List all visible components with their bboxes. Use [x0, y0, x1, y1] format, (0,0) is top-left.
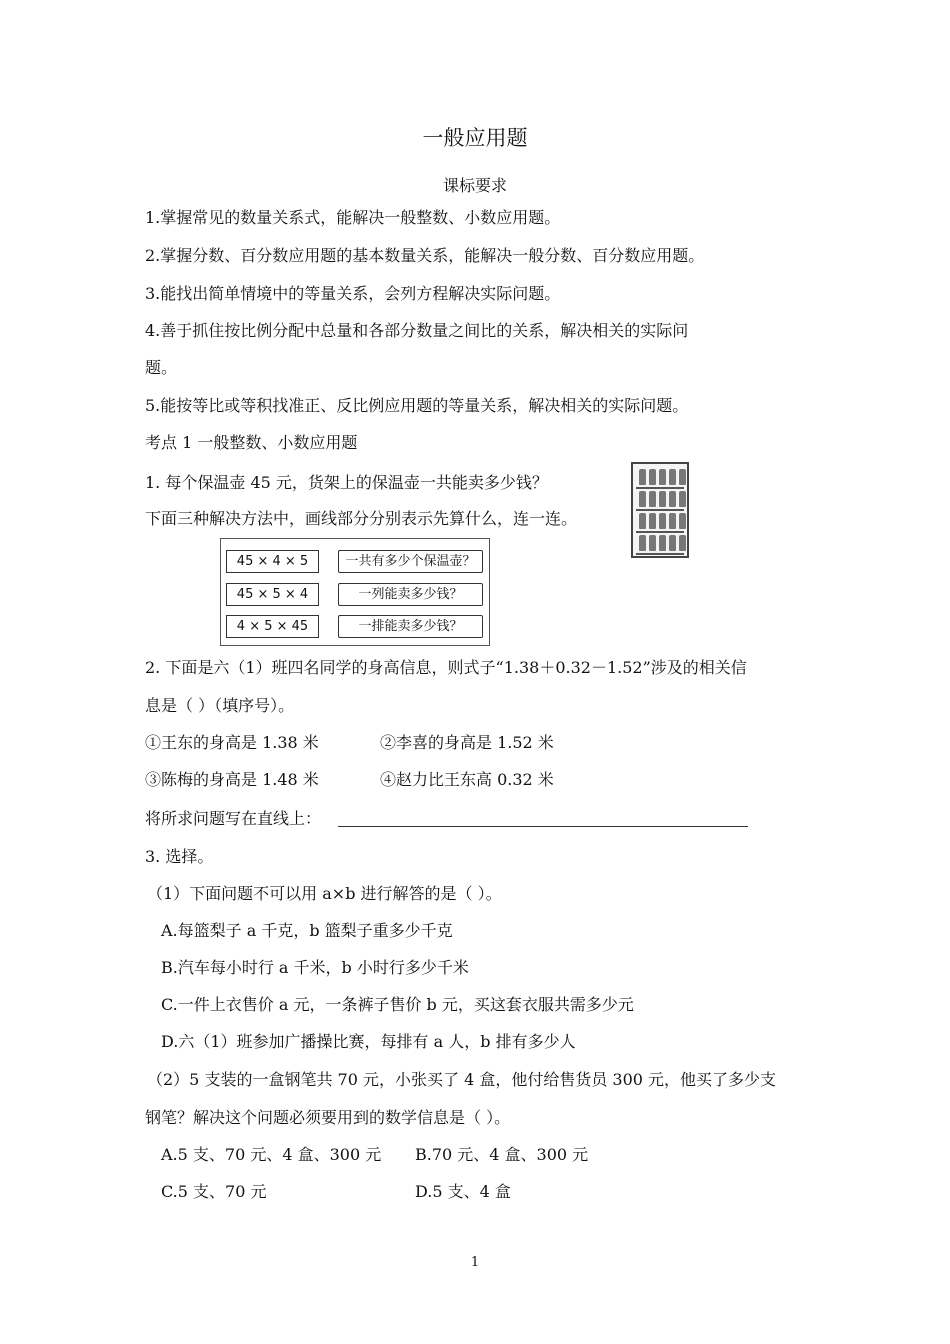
requirement-1: 1.掌握常见的数量关系式，能解决一般整数、小数应用题。 [145, 208, 561, 227]
q3-sub1-option-c[interactable]: C.一件上衣售价 a 元，一条裤子售价 b 元，买这套衣服共需多少元 [161, 995, 634, 1014]
q3-sub1-option-d[interactable]: D.六（1）班参加广播操比赛，每排有 a 人，b 排有多少人 [161, 1032, 576, 1051]
requirement-2: 2.掌握分数、百分数应用题的基本数量关系，能解决一般分数、百分数应用题。 [145, 246, 705, 265]
q3-sub2-option-b[interactable]: B.70 元、4 盒、300 元 [415, 1145, 589, 1164]
q2-option-3: ③陈梅的身高是 1.48 米 [145, 770, 319, 789]
q3-sub2-option-c[interactable]: C.5 支、70 元 [161, 1182, 267, 1201]
q3-sub2-option-d[interactable]: D.5 支、4 盒 [415, 1182, 511, 1201]
q3-sub2-option-a[interactable]: A.5 支、70 元、4 盒、300 元 [161, 1145, 382, 1164]
meaning-box-3[interactable]: 一排能卖多少钱？ [338, 615, 483, 638]
meaning-box-2[interactable]: 一列能卖多少钱？ [338, 583, 483, 606]
answer-line[interactable] [338, 826, 748, 827]
expression-box-1[interactable]: 45 × 4 × 5 [226, 550, 319, 573]
thermos-shelf-illustration [631, 462, 689, 558]
requirement-4-cont: 题。 [145, 358, 178, 377]
q2-write-prompt: 将所求问题写在直线上： [145, 809, 322, 828]
requirement-4: 4.善于抓住按比例分配中总量和各部分数量之间比的关系，解决相关的实际问 [145, 321, 689, 340]
page-title: 一般应用题 [422, 126, 528, 150]
q2-line1: 2. 下面是六（1）班四名同学的身高信息，则式子“1.38＋0.32－1.52”涉及的相关信 [145, 658, 747, 677]
q3-heading: 3. 选择。 [145, 847, 214, 866]
q2-option-1: ①王东的身高是 1.38 米 [145, 733, 319, 752]
matching-exercise [220, 538, 490, 646]
expression-box-2[interactable]: 45 × 5 × 4 [226, 583, 319, 606]
expression-box-3[interactable]: 4 × 5 × 45 [226, 615, 319, 638]
requirement-5: 5.能按等比或等积找准正、反比例应用题的等量关系，解决相关的实际问题。 [145, 396, 689, 415]
section-subtitle: 课标要求 [442, 176, 507, 195]
q2-line2: 息是（ ）（填序号）。 [145, 696, 295, 715]
q2-option-4: ④赵力比王东高 0.32 米 [380, 770, 554, 789]
q2-option-2: ②李喜的身高是 1.52 米 [380, 733, 554, 752]
section-heading: 考点 1 一般整数、小数应用题 [145, 433, 358, 452]
q1-line2: 下面三种解决方法中，画线部分分别表示先算什么，连一连。 [145, 509, 578, 528]
q3-sub2-line2: 钢笔？解决这个问题必须要用到的数学信息是（ ）。 [145, 1108, 511, 1127]
requirement-3: 3.能找出简单情境中的等量关系，会列方程解决实际问题。 [145, 284, 561, 303]
q1-line1: 1. 每个保温壶 45 元，货架上的保温壶一共能卖多少钱？ [145, 473, 548, 492]
meaning-box-1[interactable]: 一共有多少个保温壶？ [338, 550, 483, 573]
q3-sub1-option-a[interactable]: A.每篮梨子 a 千克，b 篮梨子重多少千克 [161, 921, 453, 940]
q3-sub1-option-b[interactable]: B.汽车每小时行 a 千米，b 小时行多少千米 [161, 958, 469, 977]
q3-sub1: （1）下面问题不可以用 a×b 进行解答的是（ ）。 [147, 884, 502, 903]
page-number: 1 [470, 1255, 480, 1270]
q3-sub2-line1: （2）5 支装的一盒钢笔共 70 元，小张买了 4 盒，他付给售货员 300 元，他买了多少支 [147, 1070, 777, 1089]
